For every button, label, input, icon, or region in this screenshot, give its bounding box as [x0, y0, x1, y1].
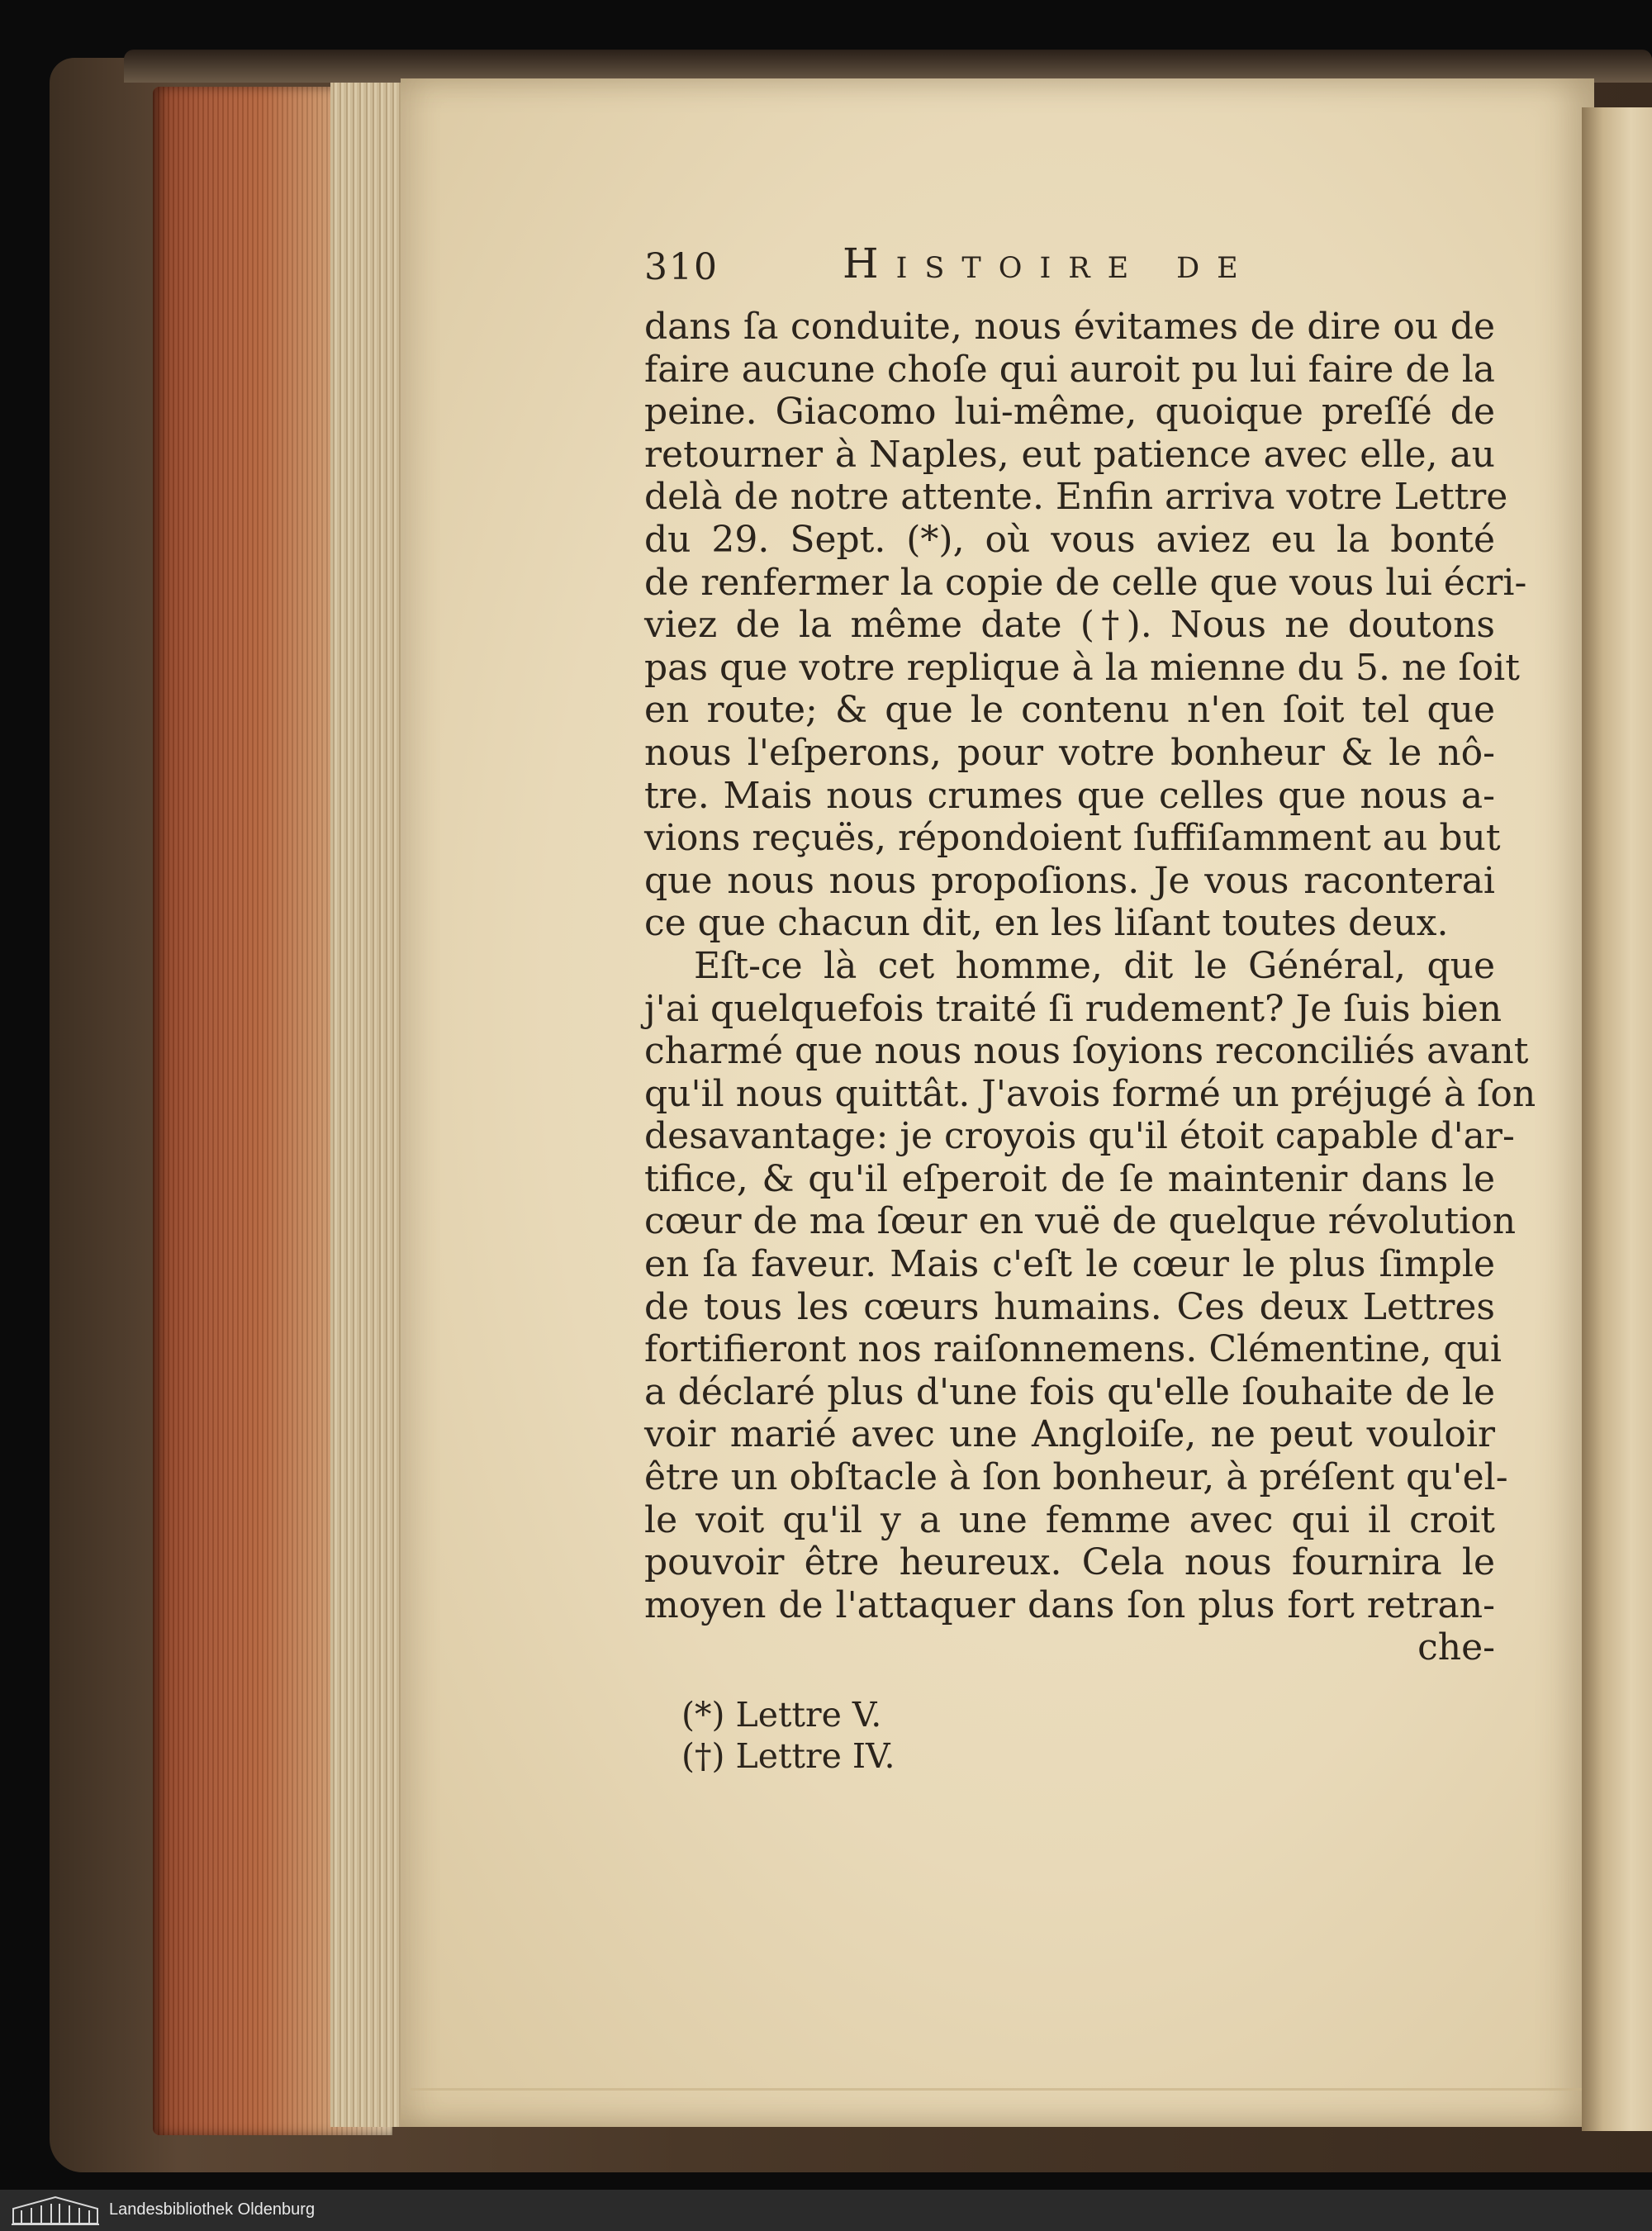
text-line: nous l'eſperons, pour votre bonheur & le nô-: [644, 731, 1495, 774]
page-bottom-edge: [411, 2088, 1583, 2115]
running-head-title: Histoire de: [843, 240, 1256, 287]
catchword: che-: [1417, 1626, 1495, 1669]
running-head: [644, 240, 1495, 306]
text-line: a déclaré plus d'une fois qu'elle ſouhaite de le: [644, 1370, 1495, 1413]
text-line: moyen de l'attaquer dans ſon plus fort retran-: [644, 1583, 1495, 1626]
page-number: 310: [644, 246, 719, 288]
text-line: être un obſtacle à ſon bonheur, à préſent qu'el-: [644, 1456, 1508, 1499]
text-line: viez de la même date (†). Nous ne doutons: [644, 604, 1495, 647]
text-line: faire aucune choſe qui auroit pu lui faire de la: [644, 348, 1495, 391]
footnote: (†) Lettre IV.: [681, 1736, 895, 1776]
text-line: en ſa faveur. Mais c'eſt le cœur le plus ſimple: [644, 1243, 1495, 1286]
library-building-icon: [10, 2194, 101, 2227]
text-line: tifice, & qu'il eſperoit de ſe maintenir dans le: [644, 1157, 1495, 1200]
footnotes: [644, 1694, 1495, 1777]
text-line: delà de notre attente. Enfin arriva votre Lettre: [644, 476, 1508, 519]
footer-bar: [0, 2190, 1652, 2231]
text-line: j'ai quelquefois traité ſi rudement? Je ſuis bien: [644, 987, 1502, 1030]
text-line: peine. Giacomo lui-même, quoique preſſé de: [644, 391, 1495, 434]
text-line: fortifieront nos raiſonnemens. Clémentine, qui: [644, 1328, 1502, 1371]
text-line: retourner à Naples, eut patience avec elle, au: [644, 433, 1495, 476]
text-line: que nous nous propoſions. Je vous raconterai: [644, 859, 1495, 902]
text-line: pouvoir être heureux. Cela nous fournira le: [644, 1541, 1495, 1584]
text-line: de tous les cœurs humains. Ces deux Lettres: [644, 1285, 1495, 1328]
page-leaves: [330, 83, 405, 2127]
page-text-block: [644, 240, 1536, 1777]
text-line: charmé que nous nous ſoyions reconciliés avant: [644, 1030, 1529, 1073]
book-top-edge: [124, 50, 1652, 83]
text-line: dans ſa conduite, nous évitames de dire ou de: [644, 306, 1495, 348]
text-line: cœur de ma ſœur en vuë de quelque révolution: [644, 1200, 1517, 1243]
text-line: du 29. Sept. (*), où vous aviez eu la bonté: [644, 518, 1495, 561]
text-line: de renfermer la copie de celle que vous lui écri-: [644, 561, 1527, 604]
text-line: Eſt-ce là cet homme, dit le Général, que: [694, 944, 1495, 987]
library-name: Landesbibliothek Oldenburg: [109, 2200, 316, 2219]
text-line: pas que votre replique à la mienne du 5. ne ſoit: [644, 646, 1520, 689]
facing-page: [1582, 107, 1652, 2131]
body-text: [644, 306, 1536, 1669]
text-line: le voit qu'il y a une femme avec qui il croit: [644, 1498, 1495, 1541]
text-line: qu'il nous quittât. J'avois formé un préjugé à ſon: [644, 1072, 1536, 1115]
text-line: ce que chacun dit, en les liſant toutes deux.: [644, 902, 1449, 945]
footnote: (*) Lettre V.: [681, 1695, 882, 1735]
text-line: voir marié avec une Angloiſe, ne peut vouloir: [644, 1413, 1495, 1456]
text-line: vions reçuës, répondoient ſuffiſamment au but: [644, 817, 1501, 860]
text-line: en route; & que le contenu n'en ſoit tel que: [644, 689, 1495, 732]
text-line: desavantage: je croyois qu'il étoit capable d'ar-: [644, 1115, 1515, 1158]
text-line: tre. Mais nous crumes que celles que nous a-: [644, 774, 1495, 817]
